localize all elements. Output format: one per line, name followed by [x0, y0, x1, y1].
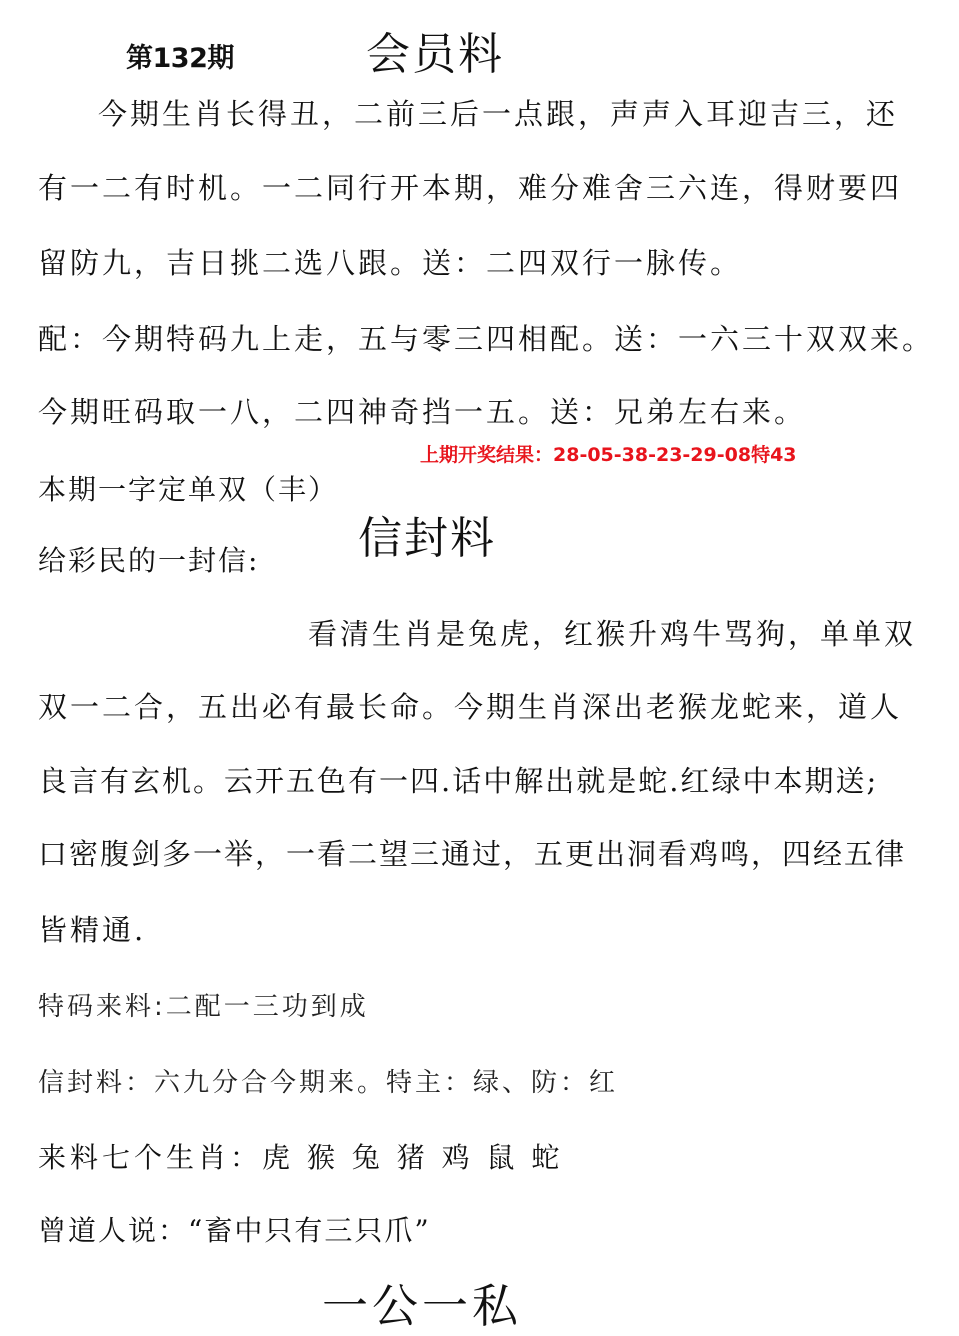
issue-number: 第132期	[126, 43, 234, 74]
member-line-5: 今期旺码取一八，二四神奇挡一五。送：兄弟左右来。	[38, 395, 807, 429]
last-draw-result: 上期开奖结果：28-05-38-23-29-08特43	[420, 444, 797, 466]
member-line-3: 留防九，吉日挑二选八跟。送：二四双行一脉传。	[38, 246, 743, 280]
letter-greeting: 给彩民的一封信:	[38, 544, 260, 577]
letter-title: 信封料	[358, 513, 496, 564]
footer-title: 一公一私	[322, 1279, 522, 1333]
special-code-line: 特码来料:二配一三功到成	[38, 992, 369, 1022]
letter-line-1: 看清生肖是兔虎，红猴升鸡牛骂狗，单单双	[308, 617, 917, 651]
zodiac-line: 来料七个生肖：虎 猴 兔 猪 鸡 鼠 蛇	[38, 1141, 564, 1174]
member-title: 会员料	[366, 29, 504, 80]
one-word-line: 本期一字定单双（丰）	[38, 473, 339, 506]
letter-line-2: 双一二合，五出必有最长命。今期生肖深出老猴龙蛇来，道人	[38, 690, 903, 724]
member-line-4: 配：今期特码九上走，五与零三四相配。送：一六三十双双来。	[38, 322, 935, 356]
letter-line-3: 良言有玄机。云开五色有一四.话中解出就是蛇.红绿中本期送;	[38, 764, 879, 798]
letter-line-4: 口密腹剑多一举，一看二望三通过，五更出洞看鸡鸣，四经五律	[38, 837, 907, 871]
member-line-2: 有一二有时机。一二同行开本期，难分难舍三六连，得财要四	[38, 171, 903, 205]
member-line-1: 今期生肖长得丑，二前三后一点跟，声声入耳迎吉三，还	[98, 97, 899, 131]
envelope-line: 信封料：六九分合今期来。特主：绿、防：红	[38, 1068, 619, 1098]
letter-line-5: 皆精通.	[38, 913, 147, 947]
daoren-quote: 曾道人说：“畜中只有三只爪”	[38, 1214, 431, 1247]
